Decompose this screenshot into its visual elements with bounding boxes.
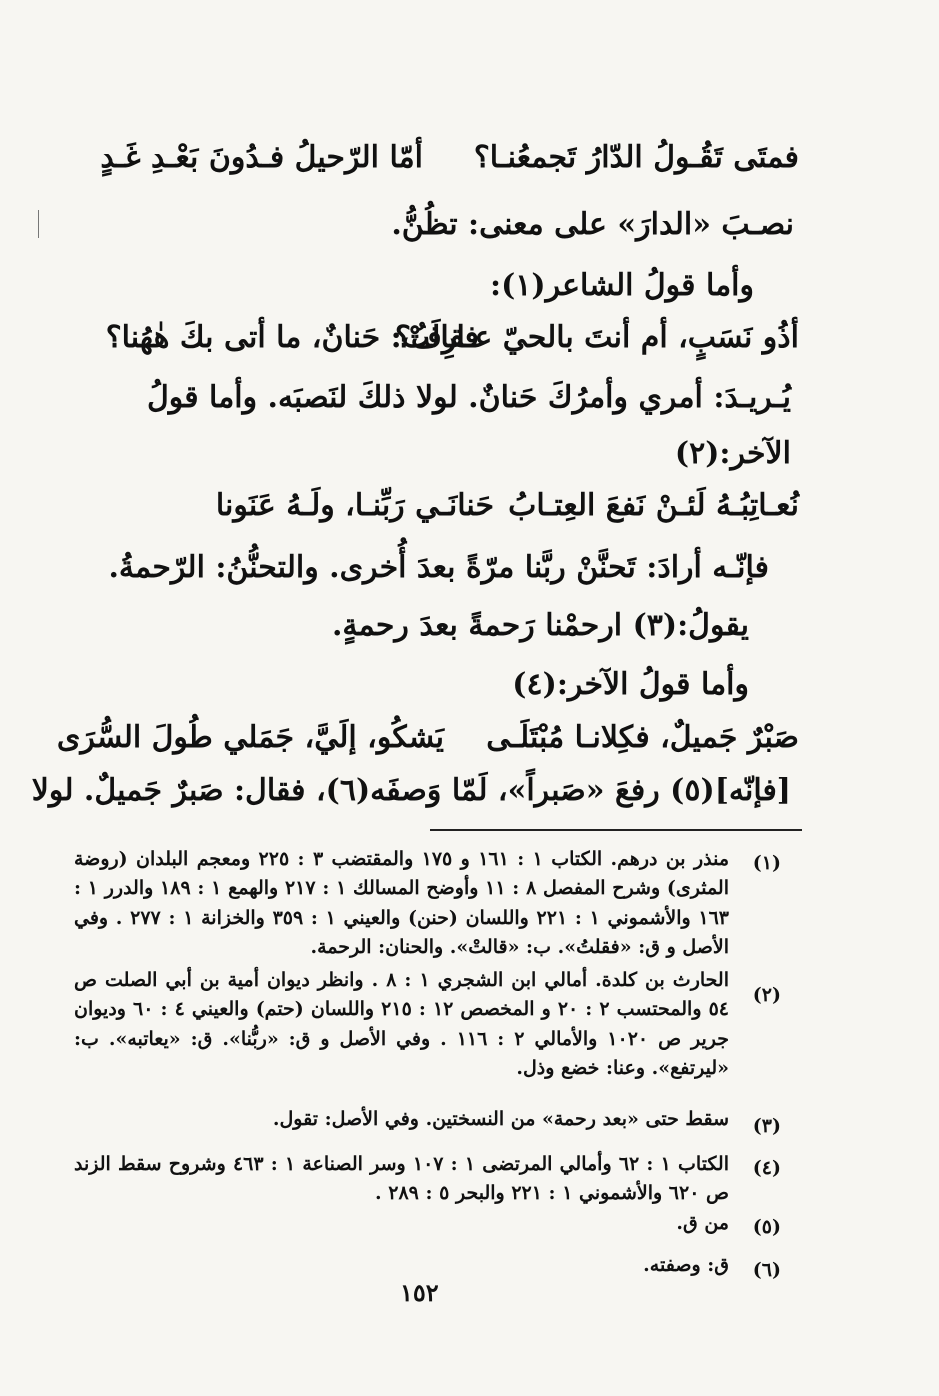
verse-3-left-hemistich: نُعـاتِبُـهُ لَئـنْ نَفعَ العِتـابُ [508,488,799,523]
verse-3-right-hemistich: حَنانَـي رَبِّنـا، ولَـهُ عَنَونا [215,488,494,523]
text-line-7: وأما قولُ الآخر:(٤) [512,667,749,702]
verse-4-left-hemistich: صَبْرٌ جَميلٌ، فكِلانـا مُبْتَلَـى [486,720,799,755]
verse-1-left-hemistich: فمتَى تَقُـولُ الدّارُ تَجمعُنـا؟ [473,140,799,175]
footnote-4-number: (٤) [752,1157,781,1179]
verse-4-right-hemistich: يَشكُو، إلَيَّ، جَمَلي طُولَ السُّرَى [56,720,444,755]
text-line-4: الآخر:(٢) [674,436,791,471]
text-line-6: يقولُ:(٣) ارحمْنا رَحمةً بعدَ رحمةٍ. [331,608,749,643]
verse-2-left-hemistich: أذُو نَسَبٍ، أم أنتَ بالحيّ عـارِفُ؟ [394,320,799,355]
footnote-6-text: ق: وصفته. [643,1254,729,1276]
text-line-8: [فإنّه](٥) رفعَ «صَبراً»، لَمّا وَصفَه(٦)، فقال: صَبرٌ جَميلٌ. لولا [31,773,791,808]
margin-mark [38,210,39,238]
footnote-2-number: (٢) [752,984,781,1006]
text-line-3: يُـريـدَ: أمري وأمرُكَ حَنانٌ. لولا ذلكَ لنَصبَه. وأما قولُ [146,380,791,415]
footnote-5-number: (٥) [752,1216,781,1238]
verse-2-right-hemistich: فقالَتْ: حَنانٌ، ما أتى بكَ هٰهُنا؟ [105,320,479,355]
verse-1-right-hemistich: أمّا الرّحيلُ فـدُونَ بَعْـدِ غَـدٍ [100,140,423,175]
footnote-3-text: سقط حتى «بعد رحمة» من النسختين. وفي الأصل: تقول. [272,1108,729,1130]
text-line-1: نصـبَ «الدارَ» على معنى: تظُنُّ. [391,207,794,242]
footnote-1-number: (١) [752,852,781,874]
footnote-5-text: من ق. [676,1212,729,1234]
footnote-2-text: الحارث بن كلدة. أمالي ابن الشجري ١ : ٨ . وانظر ديوان أمية بن أبي الصلت ص ٥٤ والمحتسب ٢ : ٢٠ و المخصص ١٢ : ٢١٥ واللسان (حتم) والعيني ٤ : ٦٠ وديوان جرير ص ١٠٢٠ والأمالي ٢ : ١١٦ . وفي الأصل و ق: «ربُّنا». ق: «يعاتبه». ب: «ليرتفع». وعنا: خضع وذل. [74,969,729,1080]
footnote-4-text: الكتاب ١ : ٦٢ وأمالي المرتضى ١ : ١٠٧ وسر الصناعة ١ : ٤٦٣ وشروح سقط الزند ص ٦٢٠ والأشموني ١ : ٢٢١ والبحر ٥ : ٢٨٩ . [74,1153,729,1205]
footnote-1-text: منذر بن درهم. الكتاب ١ : ١٦١ و ١٧٥ والمقتضب ٣ : ٢٢٥ ومعجم البلدان (روضة المثرى) وشرح المفصل ٨ : ١١ وأوضح المسالك ١ : ٢١٧ والهمع ١ : ١٨٩ والدرر ١ : ١٦٣ والأشموني ١ : ٢٢١ واللسان (حنن) والعيني ١ : ٣٥٩ والخزانة ١ : ٢٧٧ . وفي الأصل و ق: «فقلتُ». ب: «قالتْ». والحنان: الرحمة. [74,848,730,959]
text-line-2: وأما قولُ الشاعر(١): [490,268,754,303]
footnote-3-number: (٣) [752,1115,781,1137]
footnote-6-number: (٦) [752,1259,781,1281]
footnote-separator [430,829,802,831]
page-number: ١٥٢ [400,1278,439,1307]
text-line-5: فإنّـه أرادَ: تَحنَّنْ ربَّنا مرّةً بعدَ أُخرى. والتحنُّنُ: الرّحمةُ. [108,550,769,585]
